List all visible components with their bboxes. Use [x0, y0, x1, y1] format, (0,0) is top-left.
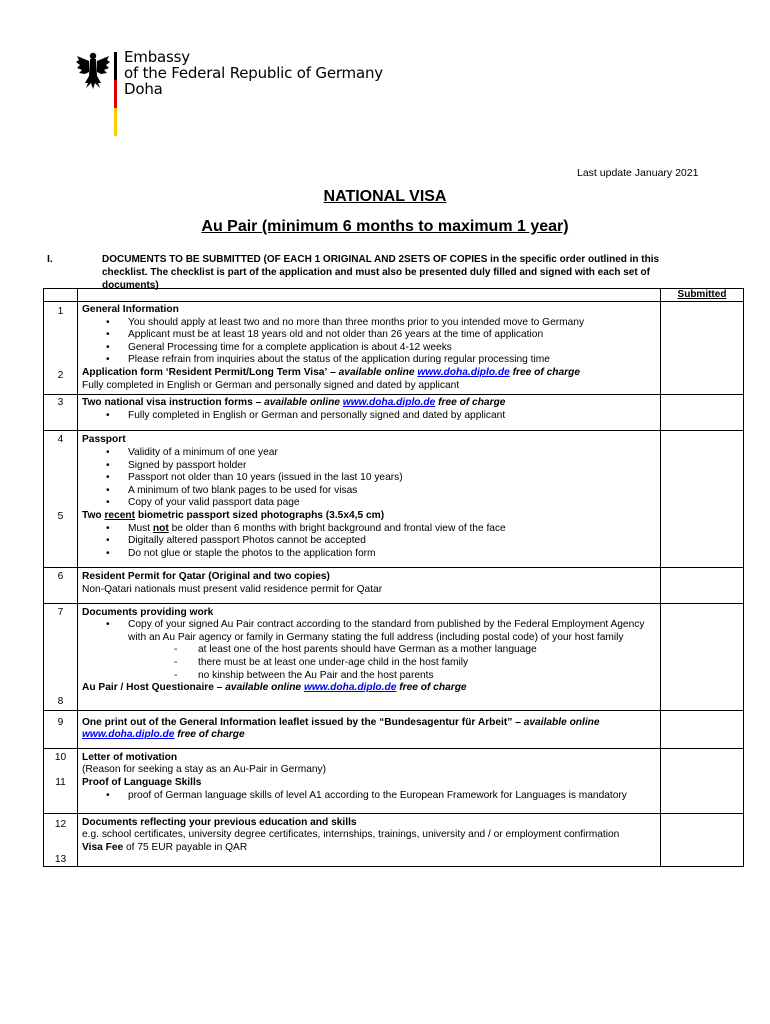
- diplo-link[interactable]: www.doha.diplo.de: [417, 366, 510, 378]
- item-text: (Reason for seeking a stay as an Au-Pair in Germany): [82, 764, 327, 776]
- item-title: Proof of Language Skills: [82, 776, 202, 788]
- list-item: • Copy of your valid passport data page: [128, 497, 656, 510]
- embassy-name: [124, 49, 383, 97]
- last-update: Last update January 2021: [577, 167, 699, 179]
- embassy-line-1: Embassy: [124, 48, 190, 66]
- table-row: [44, 813, 744, 866]
- list-item: • Applicant must be at least 18 years old and not older than 26 years at the time of application: [128, 329, 656, 342]
- row-number: 12: [54, 818, 67, 830]
- flag-stripe-black: [114, 52, 117, 80]
- item-text: e.g. school certificates, university degree certificates, internships, trainings, university and / or employment confirmation: [82, 829, 620, 841]
- diplo-link[interactable]: www.doha.diplo.de: [342, 397, 436, 409]
- item-title: Two recent biometric passport sized photographs (3.5x4,5 cm): [82, 509, 385, 521]
- item-title: Visa Fee of 75 EUR payable in QAR: [82, 841, 248, 853]
- item-title: Passport: [82, 434, 126, 446]
- row-number: 8: [57, 695, 64, 707]
- table-row: [44, 710, 744, 748]
- submitted-cell[interactable]: [661, 431, 744, 568]
- item-title: Letter of motivation: [82, 751, 178, 763]
- item-text: Fully completed in English or German and personally signed and dated by applicant: [82, 379, 460, 391]
- row-number: 13: [54, 853, 67, 865]
- row-number: 7: [57, 606, 64, 618]
- row-number: 2: [57, 370, 64, 381]
- table-row: [44, 395, 744, 431]
- diplo-link[interactable]: www.doha.diplo.de: [303, 682, 397, 694]
- list-item: • Do not glue or staple the photos to the application form: [128, 548, 656, 561]
- list-item: • Please refrain from inquiries about the status of the application during regular processing time: [128, 354, 656, 367]
- item-title: Documents providing work: [82, 606, 214, 618]
- list-item: • Copy of your signed Au Pair contract according to the standard from published by the Federal Employment Agency with an Au Pair agency or family in Germany stating the full address (including postal code) of your host family: [128, 619, 646, 644]
- table-row: [44, 568, 744, 603]
- table-row: [44, 748, 744, 813]
- submitted-cell[interactable]: [661, 710, 744, 748]
- submitted-cell[interactable]: [661, 568, 744, 603]
- item-text: Non-Qatari nationals must present valid residence permit for Qatar: [82, 583, 383, 595]
- row-number: 9: [57, 716, 64, 728]
- submitted-header: Submitted: [661, 289, 744, 302]
- flag-stripe-gold: [114, 108, 117, 136]
- submitted-cell[interactable]: [661, 302, 744, 395]
- list-item: • Digitally altered passport Photos cannot be accepted: [128, 535, 656, 548]
- checklist-table: [43, 288, 744, 867]
- embassy-line-3: Doha: [124, 80, 163, 98]
- list-item: • Fully completed in English or German and personally signed and dated by applicant: [128, 410, 656, 423]
- list-item: • Passport not older than 10 years (issued in the last 10 years): [128, 472, 656, 485]
- federal-eagle-icon: [76, 50, 110, 90]
- list-item: - there must be at least one under-age child in the host family: [198, 657, 656, 670]
- page-subtitle: Au Pair (minimum 6 months to maximum 1 year): [201, 218, 569, 235]
- row-number: 4: [57, 434, 64, 446]
- row-number: 10: [54, 751, 67, 763]
- section-number: I.: [47, 253, 53, 265]
- list-item: • You should apply at least two and no more than three months prior to you intended move to Germany: [128, 317, 656, 330]
- list-item: • General Processing time for a complete application is about 4-12 weeks: [128, 342, 656, 355]
- table-row: [44, 302, 744, 395]
- item-title: Documents reflecting your previous education and skills: [82, 816, 357, 828]
- item-title: One print out of the General Information leaflet issued by the “Bundesagentur für Arbeit” – available online www.doha.diplo.de free of charge: [82, 716, 600, 741]
- list-item: • Validity of a minimum of one year: [128, 447, 656, 460]
- submitted-cell[interactable]: [661, 395, 744, 431]
- item-title: Two national visa instruction forms – available online www.doha.diplo.de free of charge: [82, 397, 506, 409]
- item-title: Resident Permit for Qatar (Original and two copies): [82, 571, 330, 583]
- page-title: NATIONAL VISA: [323, 188, 447, 205]
- row-number: 5: [57, 511, 64, 523]
- submitted-cell[interactable]: [661, 748, 744, 813]
- embassy-line-2: of the Federal Republic of Germany: [124, 64, 383, 82]
- submitted-cell[interactable]: [661, 813, 744, 866]
- list-item: • proof of German language skills of level A1 according to the European Framework for Languages is mandatory: [128, 790, 652, 803]
- list-item: - at least one of the host parents should have German as a mother language: [198, 644, 656, 657]
- row-number: 6: [57, 571, 64, 583]
- row-number: 11: [55, 776, 66, 788]
- table-header-row: [44, 289, 744, 302]
- table-row: [44, 603, 744, 710]
- flag-color-bar: [114, 52, 117, 136]
- table-row: [44, 431, 744, 568]
- item-title: Application form ‘Resident Permit/Long Term Visa’ – available online www.doha.diplo.de free of charge: [82, 366, 580, 378]
- bullet-list: [82, 317, 656, 367]
- list-item: • Signed by passport holder: [128, 460, 656, 473]
- list-item: - no kinship between the Au Pair and the host parents: [198, 670, 656, 683]
- item-title: General Information: [82, 304, 179, 315]
- submitted-cell[interactable]: [661, 603, 744, 710]
- list-item: • Must not be older than 6 months with bright background and frontal view of the face: [128, 523, 656, 536]
- section-heading: DOCUMENTS TO BE SUBMITTED (OF EACH 1 ORIGINAL AND 2SETS OF COPIES in the specific order outlined in this checklist. The checklist is part of the application and must also be presented duly filled and signed with each set of documents): [102, 254, 660, 291]
- item-title: Au Pair / Host Questionaire – available online www.doha.diplo.de free of charge: [82, 682, 467, 694]
- flag-stripe-red: [114, 80, 117, 108]
- row-number: 1: [57, 306, 64, 317]
- row-number: 3: [57, 397, 64, 409]
- diplo-link[interactable]: www.doha.diplo.de: [82, 729, 175, 741]
- list-item: • A minimum of two blank pages to be used for visas: [128, 485, 656, 498]
